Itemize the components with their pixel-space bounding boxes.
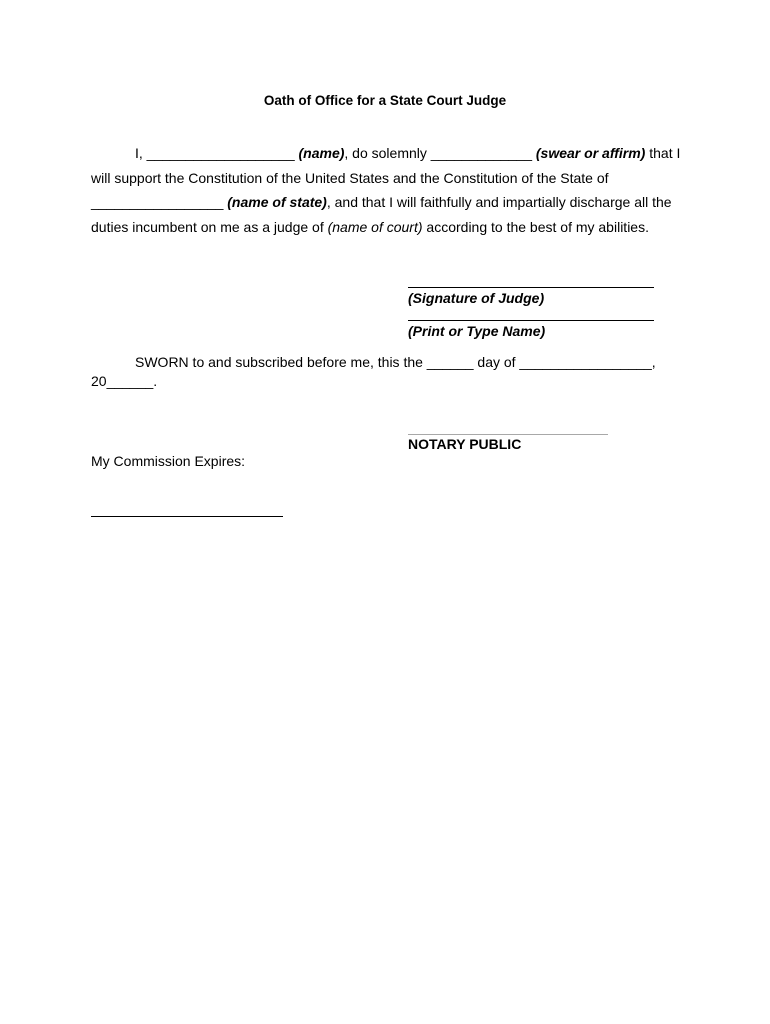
- commission-expires-line: [91, 516, 283, 517]
- signature-caption: (Signature of Judge): [408, 290, 545, 306]
- sworn-year: 20______.: [91, 373, 158, 389]
- sworn-text: SWORN to and subscribed before me, this the ______ day of _________________,: [135, 354, 656, 370]
- oath-paragraph: [91, 141, 691, 239]
- oath-text-2: , do solemnly _____________: [344, 145, 536, 161]
- judge-signature-line: [408, 287, 654, 288]
- oath-text-1: I, ___________________: [135, 145, 299, 161]
- oath-text-5: according to the best of my abilities.: [422, 218, 649, 235]
- oath-text-4: , and that I will faithfully and impartially discharge all the duties incumbent on me as a judge of: [91, 194, 672, 235]
- commission-expires-label: My Commission Expires:: [91, 453, 246, 469]
- print-name-caption: (Print or Type Name): [408, 323, 546, 339]
- swear-or-affirm-placeholder: (swear or affirm): [535, 145, 646, 161]
- print-name-line: [408, 320, 654, 321]
- document-title: Oath of Office for a State Court Judge: [263, 93, 507, 108]
- court-placeholder: (name of court): [327, 218, 423, 235]
- state-placeholder: (name of state): [227, 194, 327, 210]
- sworn-statement: [91, 353, 691, 391]
- notary-signature-line: [408, 434, 608, 435]
- notary-public-label: NOTARY PUBLIC: [408, 436, 522, 452]
- name-placeholder: (name): [298, 145, 345, 161]
- oath-text-3: that I will support the Constitution of the United States and the Constitution of the State of _________________: [91, 145, 681, 210]
